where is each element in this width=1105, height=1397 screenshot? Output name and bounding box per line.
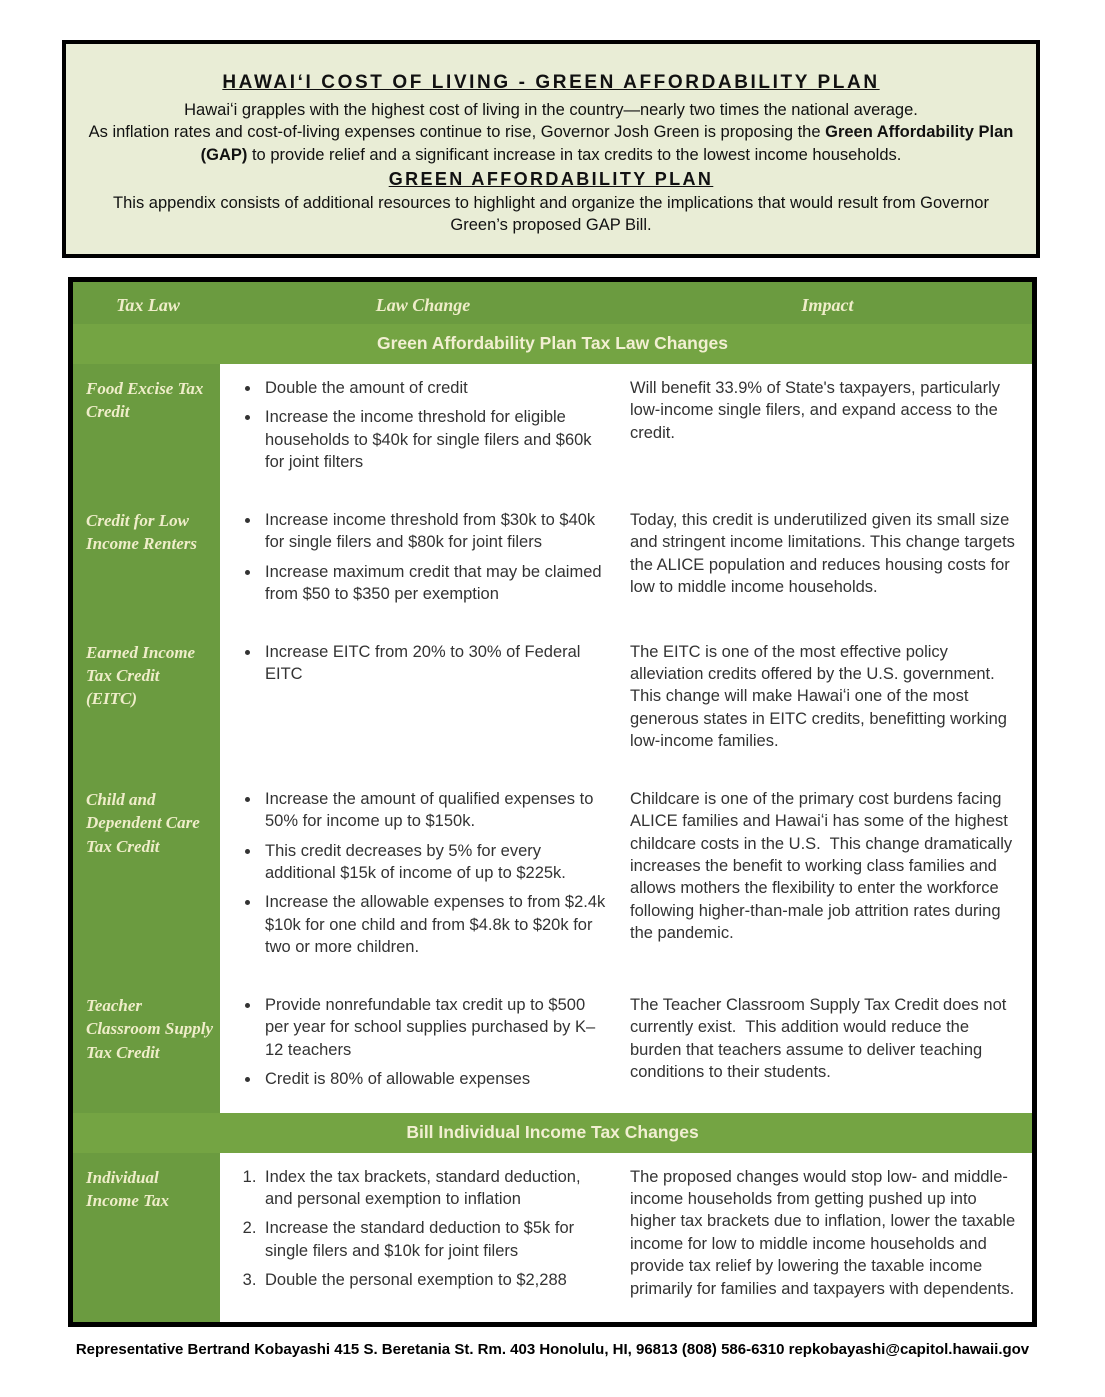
section-subtitle: GREEN AFFORDABILITY PLAN (388, 168, 714, 189)
section-banner-gap-tax-law-changes: Green Affordability Plan Tax Law Changes (73, 324, 1032, 364)
row-label: Individual Income Tax (73, 1153, 220, 1323)
header-box (62, 40, 1040, 258)
table-row-teacher-supply (73, 981, 1032, 1113)
law-change-list (238, 788, 610, 959)
law-change-list (238, 377, 610, 474)
law-change-item: 1. Index the tax brackets, standard deduction, and personal exemption to inflation (261, 1166, 610, 1211)
table-header-row (73, 282, 1032, 324)
impact-text: Today, this credit is underutilized given its small size and stringent income limitations. This change targets the ALICE population and reduces housing costs for low to middle income households. (630, 510, 1020, 597)
intro-line-1: Hawaiʻi grapples with the highest cost of living in the country—nearly two times the national average. (184, 101, 918, 119)
column-header-tax-law: Tax Law (116, 295, 180, 315)
table-row-low-income-renters (73, 496, 1032, 628)
row-label: Teacher Classroom Supply Tax Credit (73, 981, 220, 1113)
law-change-list (238, 641, 610, 686)
law-change-item: 2. Increase the standard deduction to $5k for single filers and $10k for joint filers (261, 1217, 610, 1262)
tax-table (68, 277, 1037, 1327)
law-change-item: 3. Double the personal exemption to $2,288 (261, 1269, 610, 1291)
law-change-cell (238, 377, 610, 474)
impact-text: Childcare is one of the primary cost burdens facing ALICE families and Hawaiʻi has some of the highest childcare costs in the U.S. This change dramatically increases the benefit to working class families and allows mothers the flexibility to enter the workforce following higher-than-male job attrition rates during the pandemic. (630, 789, 1017, 943)
row-label: Child and Dependent Care Tax Credit (73, 775, 220, 981)
law-change-cell (238, 1166, 610, 1301)
impact-text: The Teacher Classroom Supply Tax Credit does not currently exist. This addition would reduce the burden that teachers assume to deliver teaching conditions to their students. (630, 995, 1011, 1082)
law-change-cell (238, 994, 610, 1091)
table-row-eitc (73, 628, 1032, 775)
law-change-item: • Increase the allowable expenses to from $2.4k $10k for one child and from $4.8k to $20k for two or more children. (261, 891, 610, 958)
column-header-law-change: Law Change (375, 295, 471, 315)
column-header-impact: Impact (801, 295, 854, 315)
law-change-cell (238, 641, 610, 753)
table-row-child-dependent-care (73, 775, 1032, 981)
intro-line-2-pre: As inflation rates and cost-of-living expenses continue to rise, Governor Josh Green is proposing the (88, 123, 826, 142)
law-change-item: • Increase income threshold from $30k to $40k for single filers and $80k for joint filers (261, 509, 610, 554)
table-row-food-excise (73, 364, 1032, 496)
row-label: Earned Income Tax Credit (EITC) (73, 628, 220, 775)
law-change-item: • Credit is 80% of allowable expenses (261, 1068, 610, 1090)
law-change-item: • Increase maximum credit that may be claimed from $50 to $350 per exemption (261, 561, 610, 606)
law-change-cell (238, 788, 610, 959)
law-change-item: • This credit decreases by 5% for every additional $15k of income of up to $225k. (261, 840, 610, 885)
representative-contact-line: Representative Bertrand Kobayashi 415 S. Beretania St. Rm. 403 Honolulu, HI, 96813 (808) 586-6310 repkobayashi@capitol.hawaii.gov (75, 1341, 1030, 1358)
law-change-item: • Double the amount of credit (261, 377, 610, 399)
law-change-item: • Increase EITC from 20% to 30% of Federal EITC (261, 641, 610, 686)
row-label: Credit for Low Income Renters (73, 496, 220, 628)
document-title: HAWAIʻI COST OF LIVING - GREEN AFFORDABILITY PLAN (222, 72, 880, 93)
law-change-item: • Increase the income threshold for eligible households to $40k for single filers and $60k for joint filters (261, 406, 610, 473)
appendix-description: This appendix consists of additional resources to highlight and organize the implications that would result from Governor Green’s proposed GAP Bill. (113, 193, 989, 235)
intro-line-2-post: to provide relief and a significant increase in tax credits to the lowest income households. (247, 145, 902, 164)
law-change-item: • Increase the amount of qualified expenses to 50% for income up to $150k. (261, 788, 610, 833)
law-change-item: • Provide nonrefundable tax credit up to $500 per year for school supplies purchased by K–12 teachers (261, 994, 610, 1061)
law-change-numbered-list (238, 1166, 610, 1292)
law-change-list (238, 994, 610, 1091)
row-label: Food Excise Tax Credit (73, 364, 220, 496)
section-banner-individual-income-tax: Bill Individual Income Tax Changes (73, 1113, 1032, 1153)
impact-text: Will benefit 33.9% of State's taxpayers, particularly low-income single filers, and expand access to the credit. (630, 379, 1005, 442)
law-change-list (238, 509, 610, 606)
law-change-cell (238, 509, 610, 606)
intro-line-2 (88, 121, 1014, 166)
table-row-individual-income-tax (73, 1153, 1032, 1323)
gap-bold-text: Green Affordability Plan (GAP) (200, 123, 1014, 164)
impact-text: The proposed changes would stop low- and middle-income households from getting pushed up into higher tax brackets due to inflation, lower the taxable income for low to middle income households and provide tax relief by lowering the taxable income primarily for families and taxpayers with dependents. (630, 1167, 1020, 1298)
impact-text: The EITC is one of the most effective policy alleviation credits offered by the U.S. government. This change will make Hawaiʻi one of the most generous states in EITC credits, benefitting working low-income families. (630, 642, 1012, 751)
